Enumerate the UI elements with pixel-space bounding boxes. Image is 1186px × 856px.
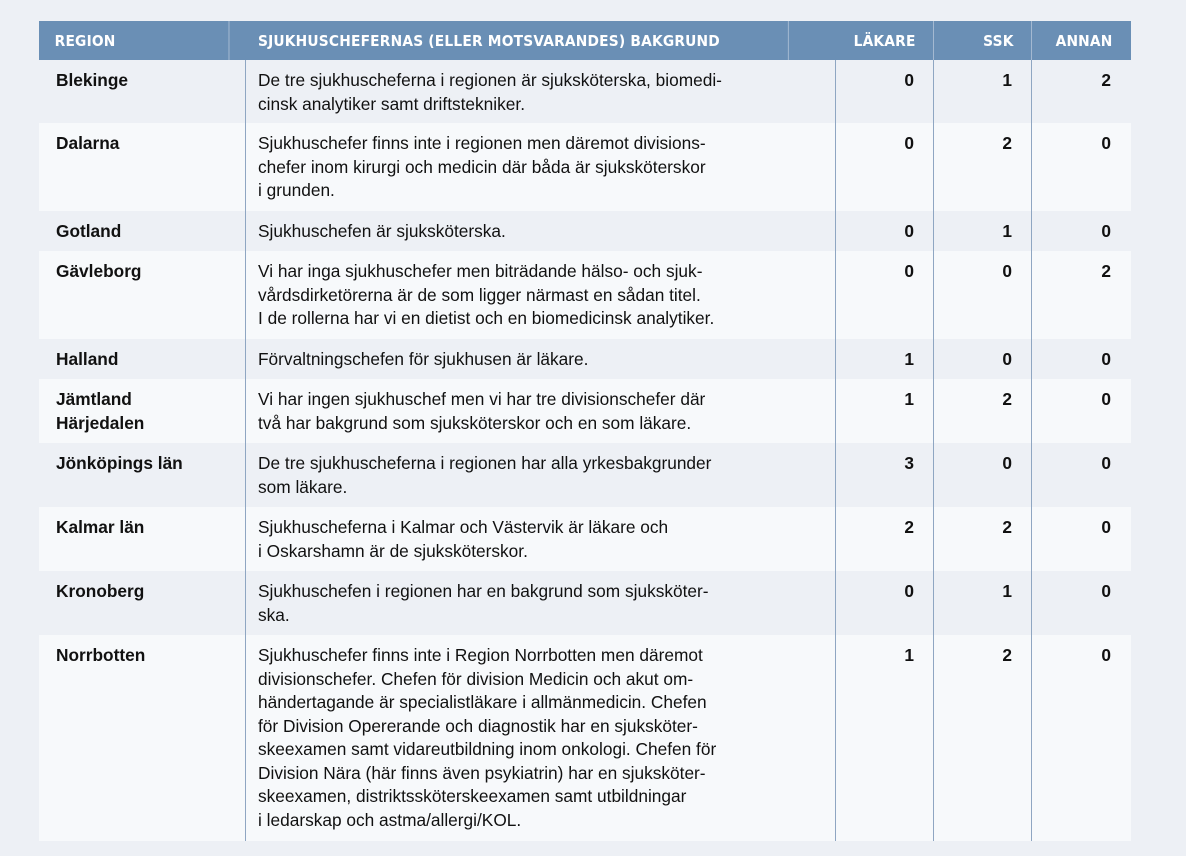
background-text-line: i ledarskap och astma/allergi/KOL. <box>258 809 522 830</box>
ssk-count: 1 <box>934 211 1032 251</box>
annan-count: 0 <box>1101 389 1111 409</box>
ssk-count: 0 <box>934 251 1032 339</box>
annan-count: 0 <box>1101 221 1111 241</box>
background-cell <box>246 507 836 571</box>
background-text-line: vårdsdirketörerna är de som ligger närmast en sådan titel. <box>258 284 701 305</box>
background-text-line: två har bakgrund som sjuksköterskor och en som läkare. <box>258 412 692 433</box>
header-region: REGION <box>39 21 229 60</box>
lakare-count: 0 <box>836 211 934 251</box>
background-cell <box>246 339 836 379</box>
table-row <box>39 635 1131 841</box>
background-text-line: I de rollerna har vi en dietist och en biomedicinsk analytiker. <box>258 308 715 328</box>
background-text-line: Sjukhuschefer finns inte i regionen men däremot divisions- <box>258 133 706 153</box>
lakare-count: 2 <box>836 507 934 571</box>
background-cell <box>246 211 836 251</box>
table-row <box>39 60 1131 123</box>
header-ssk: SSK <box>942 21 1032 60</box>
region-name-line: Gävleborg <box>56 261 142 281</box>
background-cell <box>246 571 836 635</box>
lakare-count: 0 <box>836 571 934 635</box>
table-row <box>39 571 1131 635</box>
annan-count: 2 <box>1101 261 1111 281</box>
background-text-line: i Oskarshamn är de sjuksköterskor. <box>258 540 528 561</box>
region-name-line: Kalmar län <box>56 517 145 537</box>
region-name-line: Gotland <box>56 221 122 241</box>
table-row <box>39 443 1131 507</box>
ssk-count: 1 <box>934 571 1032 635</box>
background-text-line: skeexamen, distriktssköterskeexamen samt utbildningar <box>258 786 687 806</box>
annan-count: 0 <box>1101 133 1111 153</box>
lakare-count: 1 <box>836 339 934 379</box>
background-text-line: Sjukhuschefen i regionen har en bakgrund som sjuksköter- <box>258 581 709 601</box>
region-cell <box>39 339 246 379</box>
region-cell <box>39 507 246 571</box>
table-row <box>39 339 1131 379</box>
table-row <box>39 507 1131 571</box>
background-text-line: i grunden. <box>258 180 335 200</box>
region-name-line: Jämtland <box>56 389 132 409</box>
region-cell <box>39 60 246 123</box>
background-text-line: Sjukhuschefen är sjuksköterska. <box>258 221 506 241</box>
table-row <box>39 123 1131 211</box>
lakare-count: 1 <box>836 379 934 443</box>
background-text-line: Division Nära (här finns även psykiatrin) har en sjuksköter- <box>258 762 706 783</box>
region-name-line: Dalarna <box>56 133 120 153</box>
region-name-line: Kronoberg <box>56 581 145 601</box>
background-text-line: som läkare. <box>258 476 348 497</box>
region-cell <box>39 251 246 339</box>
table-row <box>39 251 1131 339</box>
background-text-line: skeexamen samt vidareutbildning inom onkologi. Chefen för <box>258 739 717 759</box>
background-text-line: Sjukhuschefer finns inte i Region Norrbotten men däremot <box>258 645 703 665</box>
region-name-line: Blekinge <box>56 70 129 90</box>
background-text-line: cinsk analytiker samt driftstekniker. <box>258 93 525 114</box>
background-text-line: Förvaltningschefen för sjukhusen är läkare. <box>258 349 589 369</box>
annan-count: 0 <box>1101 517 1111 537</box>
annan-count: 0 <box>1101 645 1111 665</box>
region-name-line: Norrbotten <box>56 645 146 665</box>
background-text-line: divisionschefer. Chefen för division Medicin och akut om- <box>258 668 694 689</box>
region-cell <box>39 443 246 507</box>
ssk-count: 0 <box>934 339 1032 379</box>
header-annan: ANNAN <box>1055 32 1113 50</box>
lakare-count: 0 <box>836 60 934 123</box>
ssk-count: 2 <box>934 507 1032 571</box>
background-text-line: Sjukhuscheferna i Kalmar och Västervik är läkare och <box>258 517 669 537</box>
ssk-count: 2 <box>934 635 1032 841</box>
background-cell <box>246 443 836 507</box>
ssk-count: 0 <box>934 443 1032 507</box>
background-cell <box>246 123 836 211</box>
annan-count: 0 <box>1101 581 1111 601</box>
background-cell <box>246 379 836 443</box>
background-cell <box>246 635 836 841</box>
header-background: SJUKHUSCHEFERNAS (ELLER MOTSVARANDES) BAKGRUND <box>246 21 789 60</box>
table-body <box>39 60 1131 841</box>
lakare-count: 0 <box>836 251 934 339</box>
background-text-line: De tre sjukhuscheferna i regionen har alla yrkesbakgrunder <box>258 453 712 473</box>
region-cell <box>39 123 246 211</box>
lakare-count: 1 <box>836 635 934 841</box>
region-name-line: Härjedalen <box>56 412 145 433</box>
background-cell <box>246 251 836 339</box>
region-background-table <box>39 21 1131 841</box>
lakare-count: 3 <box>836 443 934 507</box>
ssk-count: 2 <box>934 379 1032 443</box>
annan-count: 0 <box>1101 453 1111 473</box>
region-cell <box>39 379 246 443</box>
background-text-line: Vi har inga sjukhuschefer men biträdande hälso- och sjuk- <box>258 261 703 281</box>
region-cell <box>39 571 246 635</box>
background-cell <box>246 60 836 123</box>
background-text-line: chefer inom kirurgi och medicin där båda är sjuksköterskor <box>258 156 706 177</box>
background-text-line: De tre sjukhuscheferna i regionen är sjuksköterska, biomedi- <box>258 70 722 90</box>
annan-count: 0 <box>1101 349 1111 369</box>
background-text-line: Vi har ingen sjukhuschef men vi har tre divisionschefer där <box>258 389 706 409</box>
table-header-row <box>39 21 1131 60</box>
background-text-line: ska. <box>258 604 290 625</box>
region-name-line: Halland <box>56 349 119 369</box>
lakare-count: 0 <box>836 123 934 211</box>
region-name-line: Jönköpings län <box>56 453 183 473</box>
region-cell <box>39 635 246 841</box>
region-cell <box>39 211 246 251</box>
header-lakare: LÄKARE <box>844 21 934 60</box>
table-row <box>39 379 1131 443</box>
background-text-line: för Division Opererande och diagnostik har en sjuksköter- <box>258 715 698 736</box>
ssk-count: 2 <box>934 123 1032 211</box>
annan-count: 2 <box>1101 70 1111 90</box>
background-text-line: händertagande är specialistläkare i allmänmedicin. Chefen <box>258 692 707 712</box>
table-row <box>39 211 1131 251</box>
ssk-count: 1 <box>934 60 1032 123</box>
